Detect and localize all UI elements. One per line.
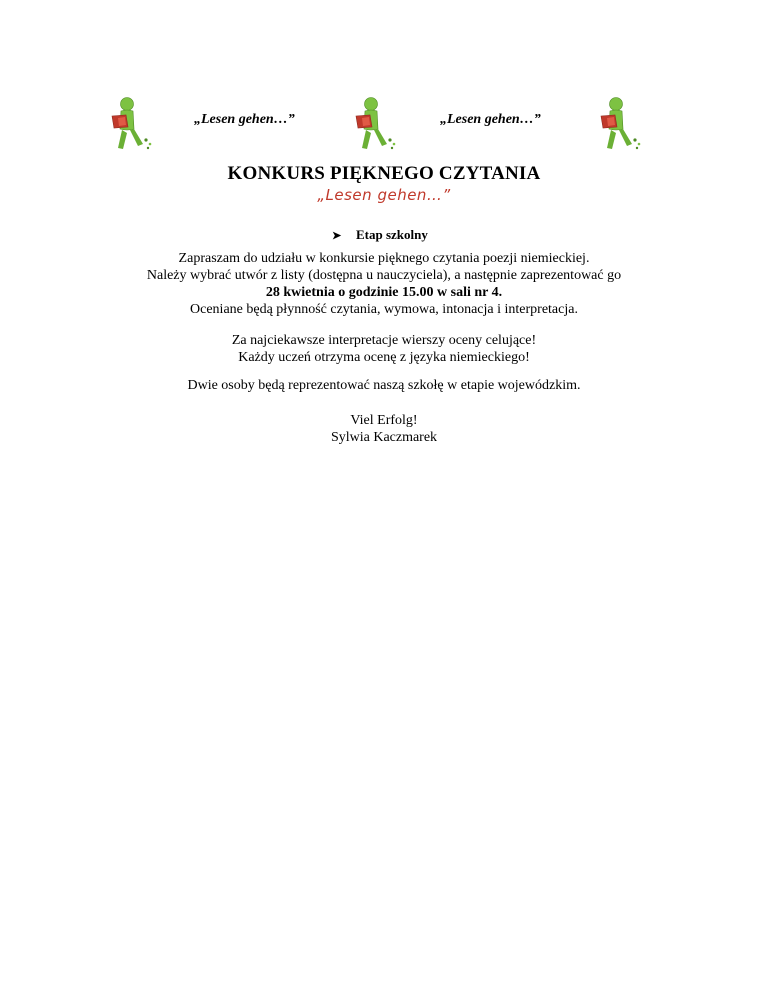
stage-label: Etap szkolny — [356, 227, 428, 242]
closing-text: Viel Erfolg! — [350, 413, 418, 428]
invitation-paragraph — [0, 250, 768, 318]
signature-name: Sylwia Kaczmarek — [330, 430, 438, 445]
grades-line-2: Każdy uczeń otrzyma ocenę z języka niemieckiego! — [238, 350, 530, 365]
invite-line-1: Zapraszam do udziału w konkursie pięknego czytania poezji niemieckiej. — [178, 251, 590, 266]
reading-figure-icon — [108, 96, 158, 152]
representation-line: Dwie osoby będą reprezentować naszą szkołę w etapie wojewódzkim. — [187, 378, 581, 393]
invite-date-line: 28 kwietnia o godzinie 15.00 w sali nr 4. — [265, 285, 503, 300]
header-tagline-right: „Lesen gehen…” — [440, 112, 541, 127]
stage-bullet — [332, 227, 428, 243]
document-subtitle: „Lesen gehen…” — [317, 186, 451, 204]
header-row — [0, 96, 768, 152]
grades-line-1: Za najciekawsze interpretacje wierszy oceny celujące! — [231, 333, 537, 348]
signature-block — [0, 412, 768, 446]
grades-paragraph — [0, 332, 768, 366]
invite-line-2: Należy wybrać utwór z listy (dostępna u nauczyciela), a następnie zaprezentować go — [146, 268, 622, 283]
header-tagline-left: „Lesen gehen…” — [194, 112, 295, 127]
representation-paragraph — [0, 377, 768, 394]
arrow-bullet-icon: ➤ — [332, 230, 342, 242]
document-title: KONKURS PIĘKNEGO CZYTANIA — [227, 163, 541, 184]
reading-figure-icon — [597, 96, 647, 152]
invite-line-4: Oceniane będą płynność czytania, wymowa, intonacja i interpretacja. — [190, 302, 578, 317]
reading-figure-icon — [352, 96, 402, 152]
